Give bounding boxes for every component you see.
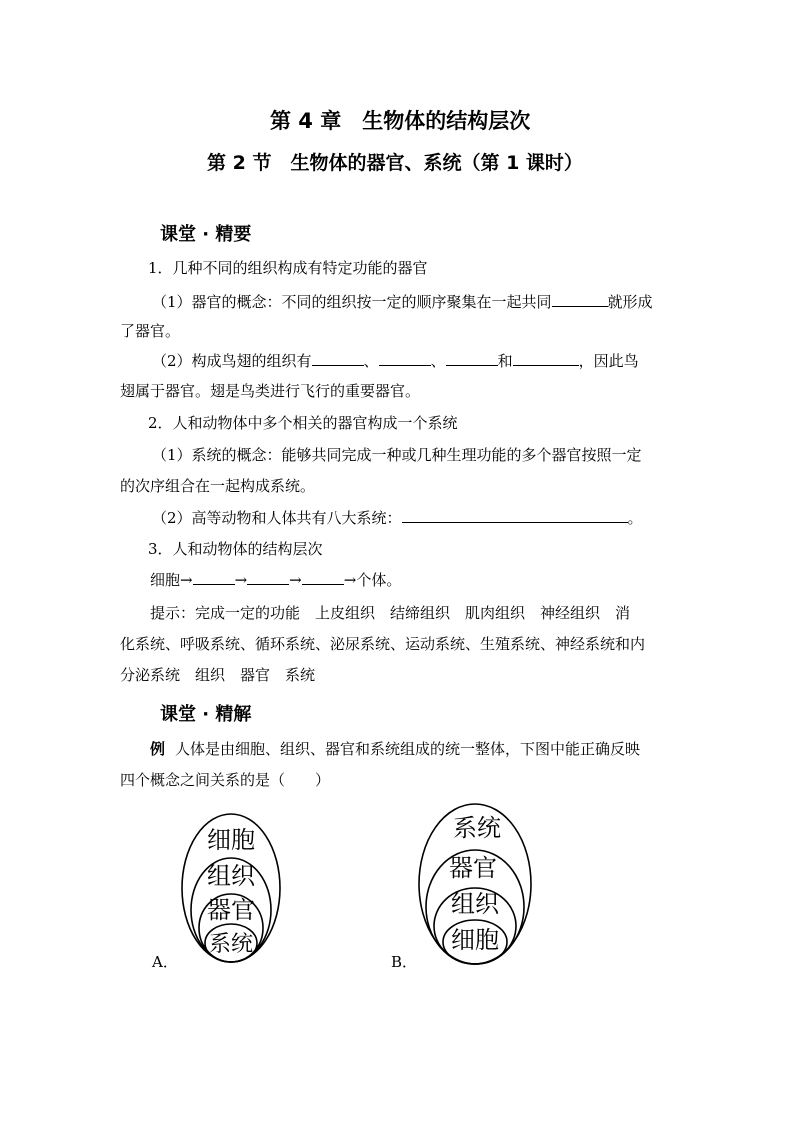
item-1-1-text: （1）器官的概念：不同的组织按一定的顺序聚集在一起共同 (152, 293, 552, 311)
option-b-diagram[interactable] (415, 800, 535, 970)
arrow-icon: → (234, 571, 248, 589)
item-2: 2．人和动物体中多个相关的器官构成一个系统 (148, 414, 458, 432)
section-heading-essentials: 课堂 · 精要 (160, 224, 252, 245)
example-line-1 (150, 739, 640, 759)
section-title: 第 2 节 生物体的器官、系统（第 1 课时） (207, 152, 583, 174)
section-heading-analysis: 课堂 · 精解 (160, 704, 252, 725)
option-a-diagram[interactable] (177, 810, 287, 970)
hint-line-3: 分泌系统 组织 器官 系统 (120, 666, 316, 684)
and-text: 和 (497, 352, 513, 370)
label-third: 组织 (451, 890, 499, 918)
item-1-2-continued: 翅属于器官。翅是鸟类进行飞行的重要器官。 (120, 382, 421, 400)
label-second: 器官 (449, 854, 497, 882)
label-inner: 细胞 (451, 926, 499, 954)
item-2-2 (152, 508, 643, 528)
item-1-1-tail: 就形成 (607, 293, 653, 311)
item-1: 1．几种不同的组织构成有特定功能的器官 (148, 259, 428, 277)
separator: 、 (430, 352, 446, 370)
item-3: 3．人和动物体的结构层次 (148, 540, 323, 558)
hint-line-2: 化系统、呼吸系统、循环系统、泌尿系统、运动系统、生殖系统、神经系统和内 (120, 635, 646, 653)
item-2-2-text: （2）高等动物和人体共有八大系统： (152, 509, 402, 527)
item-1-2-tail: ，因此鸟 (578, 352, 639, 370)
hierarchy-line (150, 570, 401, 590)
separator: 、 (363, 352, 379, 370)
label-third: 器官 (207, 896, 255, 924)
blank-tissue-2[interactable] (379, 351, 431, 366)
item-1-2-text: （2）构成鸟翅的组织有 (152, 352, 312, 370)
label-second: 组织 (207, 862, 255, 890)
item-2-2-tail: 。 (627, 509, 643, 527)
item-2-1: （1）系统的概念：能够共同完成一种或几种生理功能的多个器官按照一定 (152, 446, 642, 464)
label-outer: 细胞 (207, 826, 255, 854)
example-label: 例 (150, 740, 166, 758)
item-1-1 (152, 292, 653, 312)
hierarchy-start: 细胞 (150, 571, 181, 589)
option-a-label[interactable]: A． (152, 953, 178, 971)
blank-tissue-3[interactable] (446, 351, 498, 366)
blank-tissue-4[interactable] (513, 351, 579, 366)
blank-level-1[interactable] (193, 570, 235, 585)
label-outer: 系统 (453, 814, 501, 842)
chapter-title: 第 4 章 生物体的结构层次 (270, 109, 531, 133)
blank-level-2[interactable] (247, 570, 289, 585)
hint-line-1: 提示：完成一定的功能 上皮组织 结缔组织 肌肉组织 神经组织 消 (150, 604, 631, 622)
arrow-icon: → (289, 571, 302, 589)
blank-function[interactable] (552, 292, 608, 307)
hierarchy-end: →个体。 (343, 571, 402, 589)
example-line-2: 四个概念之间关系的是（ ） (120, 771, 331, 789)
item-1-2 (152, 351, 639, 371)
item-1-1-continued: 了器官。 (120, 322, 181, 340)
arrow-icon: → (180, 571, 193, 589)
option-b-label[interactable]: B． (391, 953, 418, 971)
label-inner: 系统 (208, 932, 254, 957)
blank-tissue-1[interactable] (312, 351, 364, 366)
blank-eight-systems[interactable] (402, 508, 628, 523)
example-text: 人体是由细胞、组织、器官和系统组成的统一整体，下图中能正确反映 (175, 740, 641, 758)
item-2-1-continued: 的次序组合在一起构成系统。 (120, 477, 316, 495)
blank-level-3[interactable] (302, 570, 344, 585)
